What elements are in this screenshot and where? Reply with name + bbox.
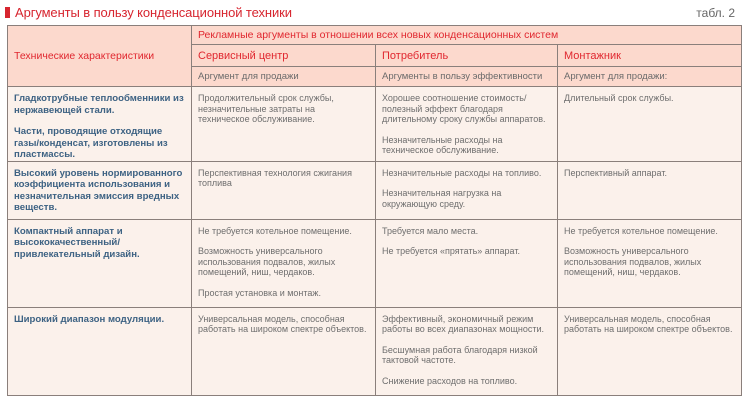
- cell-text: Незначительная нагрузка на окружающую среду.: [382, 188, 502, 209]
- feature-cell: [8, 87, 192, 162]
- installer-cell: [558, 307, 742, 395]
- consumer-cell: [376, 87, 558, 162]
- installer-cell: [558, 161, 742, 219]
- subheader-installer: Аргумент для продажи:: [558, 67, 742, 87]
- cell-text: Незначительные расходы на техническое обслуживание.: [382, 134, 503, 155]
- subheader-consumer: Аргументы в пользу эффективности: [376, 67, 558, 87]
- service-cell: [192, 219, 376, 307]
- feature-text: Широкий диапазон модуляции.: [14, 313, 165, 325]
- feature-cell: [8, 307, 192, 395]
- cell-text: Не требуется котельное помещение.: [564, 225, 718, 236]
- consumer-cell: [376, 219, 558, 307]
- arguments-table: [7, 25, 742, 396]
- table-number: табл. 2: [696, 6, 735, 20]
- feature-text: Компактный аппарат и высококачественный/ привлекательный дизайн.: [14, 225, 140, 260]
- installer-cell: [558, 219, 742, 307]
- feature-text: Части, проводящие отходящие газы/конденсат, изготовлены из пластмассы.: [14, 126, 168, 160]
- cell-text: Требуется мало места.: [382, 225, 479, 236]
- cell-text: Простая установка и монтаж.: [198, 287, 321, 298]
- cell-text: Возможность универсального использования подвалов, жилых помещений, ниш, чердаков.: [564, 246, 702, 277]
- consumer-cell: [376, 161, 558, 219]
- cell-text: Не требуется котельное помещение.: [198, 225, 352, 236]
- title-marker-icon: [5, 7, 10, 18]
- cell-text: Эффективный, экономичный режим работы во всех диапазонах мощности.: [382, 313, 545, 334]
- table-title: Аргументы в пользу конденсационной техники: [15, 5, 292, 20]
- cell-text: Незначительные расходы на топливо.: [382, 167, 542, 178]
- cell-text: Не требуется «прятать» аппарат.: [382, 246, 520, 256]
- cell-text: Длительный срок службы.: [564, 93, 674, 103]
- service-cell: [192, 307, 376, 395]
- table-row: [8, 87, 742, 162]
- header-service-center: Сервисный центр: [192, 45, 376, 67]
- header-consumer: Потребитель: [376, 45, 558, 67]
- cell-text: Универсальная модель, способная работать на широком спектре объектов.: [198, 313, 367, 334]
- header-installer: Монтажник: [558, 45, 742, 67]
- installer-cell: [558, 87, 742, 162]
- consumer-cell: [376, 307, 558, 395]
- service-cell: [192, 161, 376, 219]
- feature-text: Гладкотрубные теплообменники из нержавеющей стали.: [14, 93, 184, 116]
- feature-cell: [8, 219, 192, 307]
- cell-text: Продолжительный срок службы, незначительные затраты на техническое обслуживание.: [198, 93, 334, 124]
- subheader-service-center: Аргумент для продажи: [192, 67, 376, 87]
- cell-text: Хорошее соотношение стоимость/ полезный эффект благодаря длительному сроку службы аппаратов.: [382, 93, 546, 124]
- table-row: [8, 219, 742, 307]
- cell-text: Возможность универсального использования подвалов, жилых помещений, ниш, чердаков.: [198, 246, 336, 277]
- cell-text: Снижение расходов на топливо.: [382, 375, 518, 386]
- cell-text: Перспективный аппарат.: [564, 167, 667, 178]
- table-row: [8, 161, 742, 219]
- service-cell: [192, 87, 376, 162]
- cell-text: Универсальная модель, способная работать на широком спектре объектов.: [564, 313, 733, 334]
- header-feature-column: Технические характеристики: [8, 26, 192, 87]
- table-row: [8, 307, 742, 395]
- feature-text: Высокий уровень нормированного коэффициента использования и незначительная эмиссия вредных веществ.: [14, 167, 183, 213]
- header-span: Рекламные аргументы в отношении всех новых конденсационных систем: [192, 26, 742, 45]
- feature-cell: [8, 161, 192, 219]
- cell-text: Перспективная технология сжигания топлива: [198, 167, 352, 188]
- table-caption: [5, 4, 741, 22]
- cell-text: Бесшумная работа благодаря низкой тактовой частоте.: [382, 344, 538, 365]
